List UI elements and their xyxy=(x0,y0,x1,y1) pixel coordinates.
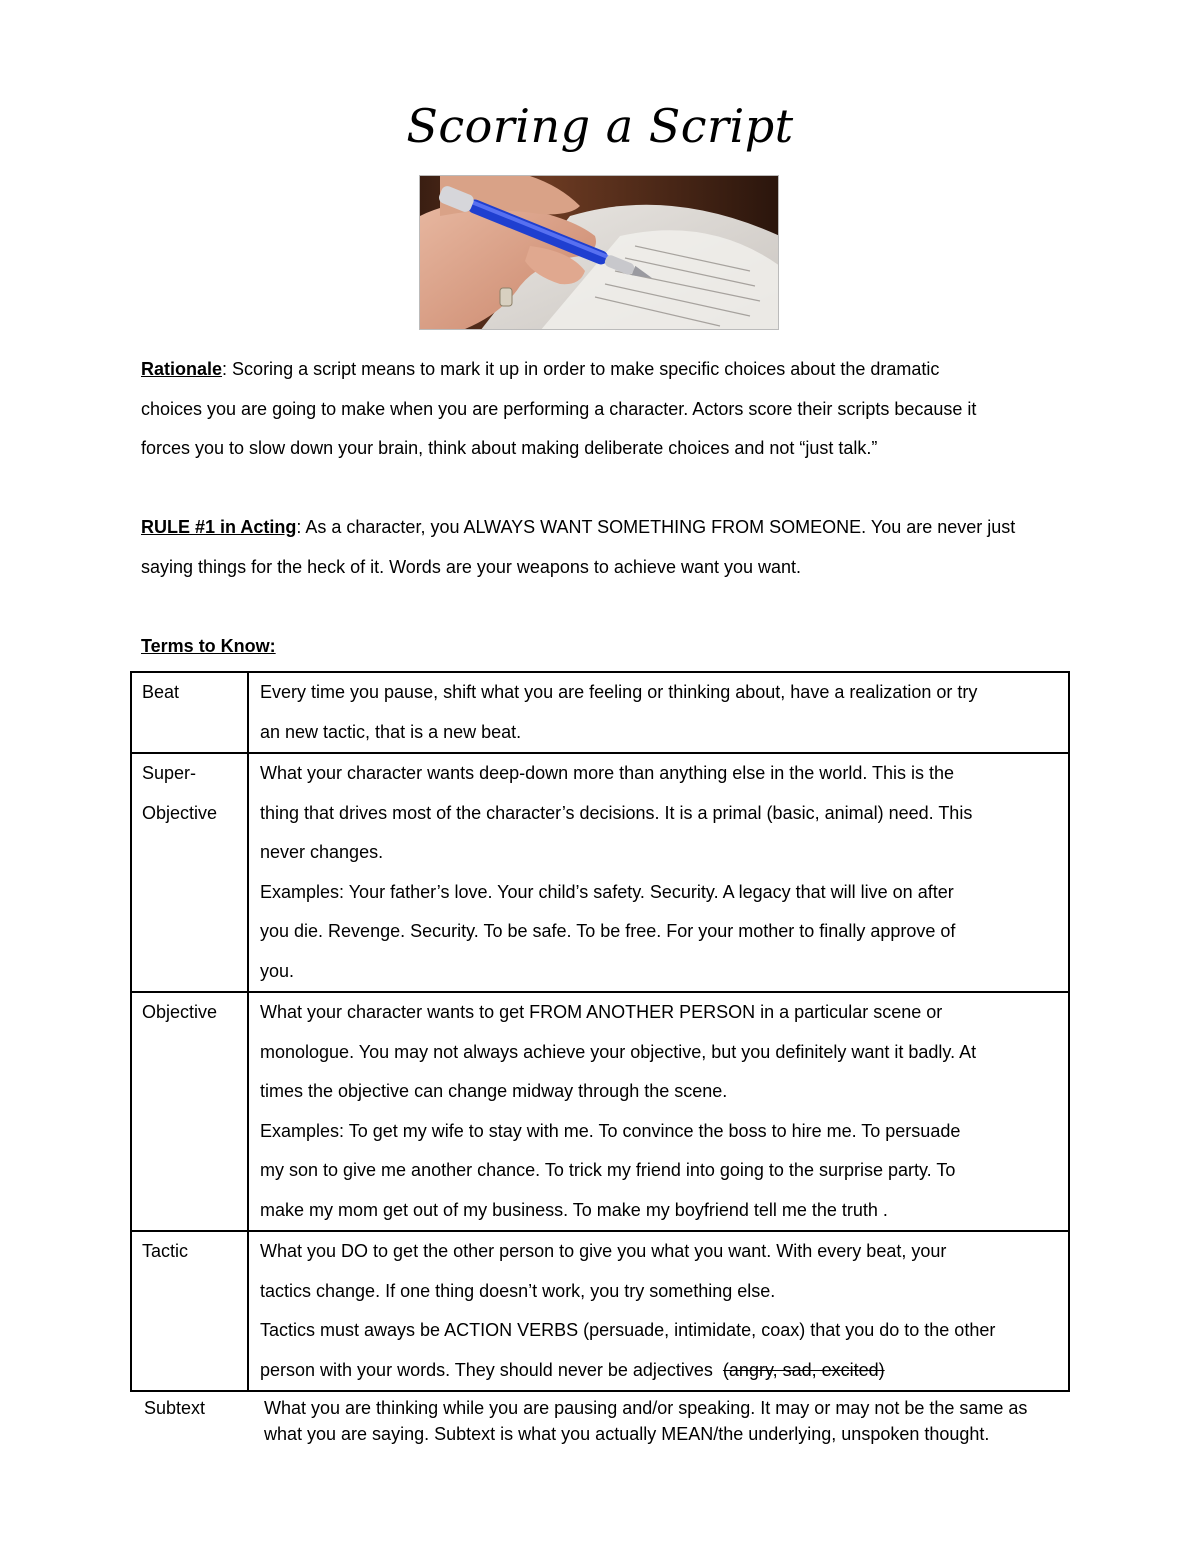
definition-cell: Every time you pause, shift what you are feeling or thinking about, have a realization or try an new tactic, that is a new beat. xyxy=(248,672,1069,753)
subtext-term: Subtext xyxy=(144,1398,206,1418)
table-row xyxy=(131,753,1069,992)
rule-line-1: As a character, you ALWAYS WANT SOMETHING FROM SOMEONE. You are never just xyxy=(301,517,1016,537)
subtext-definition: What you are thinking while you are pausing and/or speaking. It may or may not be the same as what you are saying. Subtext is what you actually MEAN/the underlying, unspoken thought. xyxy=(264,1398,1028,1444)
rationale-line-2: choices you are going to make when you are performing a character. Actors score their scripts because it xyxy=(141,398,977,419)
page-title: Scoring a Script xyxy=(406,99,794,153)
script-photo xyxy=(419,175,779,330)
definition-cell: What you DO to get the other person to give you what you want. With every beat, your tactics change. If one thing doesn’t work, you try something else. Tactics must aways be ACTION VERBS (persuade, intimidate, coax) that you do to the other person with your words. They should never be adjectives (angry, sad, excited) xyxy=(248,1231,1069,1391)
pen-on-script-image xyxy=(420,176,779,330)
rationale-label: Rationale xyxy=(141,359,223,379)
definition-cell: What your character wants to get FROM ANOTHER PERSON in a particular scene or monologue. You may not always achieve your objective, but you definitely want it badly. At times the objective can change midway through the scene. Examples: To get my wife to stay with me. To convince the boss to hire me. To persuade my son to give me another chance. To trick my friend into going to the surprise party. To make my mom get out of my business. To make my boyfriend tell me the truth . xyxy=(248,992,1069,1231)
term-cell: Super- Objective xyxy=(131,753,248,992)
rationale-line-3: forces you to slow down your brain, think about making deliberate choices and not “just talk.” xyxy=(141,438,878,458)
terms-table xyxy=(130,671,1070,1392)
rule-line-2: saying things for the heck of it. Words are your weapons to achieve want you want. xyxy=(141,556,802,577)
table-row xyxy=(131,1231,1069,1391)
term-cell: Tactic xyxy=(131,1231,248,1391)
term-cell: Beat xyxy=(131,672,248,753)
table-row xyxy=(131,992,1069,1231)
rationale-paragraph: Rationale: Scoring a script means to mark it up in order to make specific choices about the dramatic choices you are going to make when you are performing a character. Actors score their scripts because it forces you to slow down your brain, think about making deliberate choices and not “just talk.” xyxy=(141,350,1071,469)
rule-paragraph: RULE #1 in Acting: As a character, you ALWAYS WANT SOMETHING FROM SOMEONE. You are never just saying things for the heck of it. Words are your weapons to achieve want you want. xyxy=(141,508,1071,587)
terms-heading: Terms to Know: xyxy=(141,636,276,656)
term-cell: Objective xyxy=(131,992,248,1231)
rationale-line-1: Scoring a script means to mark it up in order to make specific choices about the dramatic xyxy=(227,359,940,379)
struck-adjectives: (angry, sad, excited) xyxy=(722,1359,885,1380)
table-row xyxy=(131,672,1069,753)
rule-label: RULE #1 in Acting xyxy=(141,517,297,537)
definition-cell: What your character wants deep-down more than anything else in the world. This is the thing that drives most of the character’s decisions. It is a primal (basic, animal) need. This never changes. Examples: Your father’s love. Your child’s safety. Security. A legacy that will live on after you die. Revenge. Security. To be safe. To be free. For your mother to finally approve of you. xyxy=(248,753,1069,992)
